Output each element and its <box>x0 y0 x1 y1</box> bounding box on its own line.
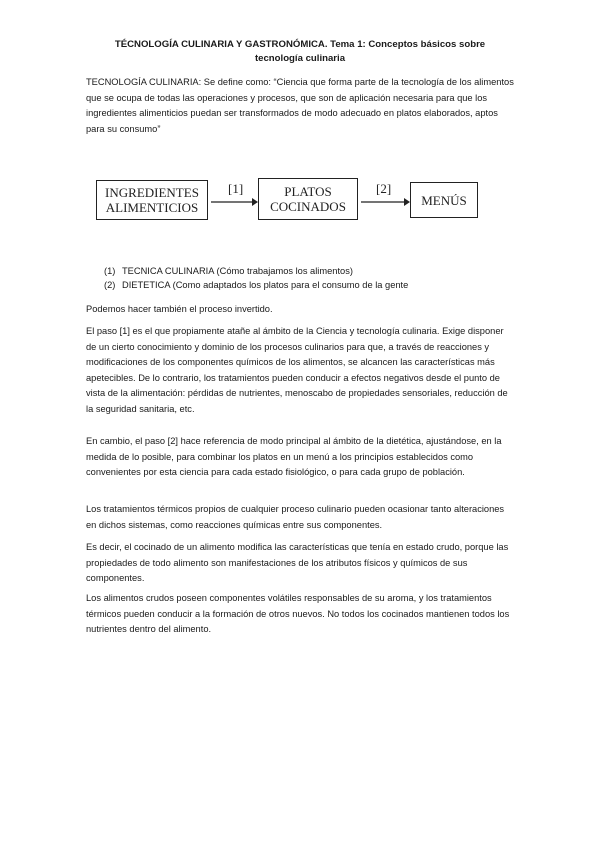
step-label-1: [1] <box>228 181 244 196</box>
intro-paragraph: TECNOLOGÍA CULINARIA: Se define como: “Ciencia que forma parte de la tecnología de los alimentos que se ocupa de todas las operaciones y procesos, que son de aplicación necesaria para que los ingredientes alimenticios puedan ser transformados de modo adecuado en platos elaborados, aptos para su consumo” <box>86 77 514 134</box>
paragraph-raw: Los alimentos crudos poseen componentes volátiles responsables de su aroma, y los tratamientos térmicos pueden conducir a la formación de otros nuevos. No todos los cocinados mantienen todos los nutrientes dentro del alimento. <box>86 593 510 635</box>
arrow-right-icon <box>359 196 411 208</box>
paragraph-step2: En cambio, el paso [2] hace referencia de modo principal al ámbito de la dietética, ajustándose, en la medida de lo posible, para combinar los platos en un menú a los principios establecidos como convenientes por esta ciencia para cada estado fisiológico, o para cada grupo de población. <box>86 436 502 478</box>
arrow-right-icon <box>209 196 259 208</box>
list-item: (2) DIETETICA (Como adaptados los platos para el consumo de la gente <box>104 280 409 290</box>
box-platos-cocinados: PLATOS COCINADOS <box>258 178 358 220</box>
process-diagram <box>0 160 600 240</box>
paragraph-cooking: Es decir, el cocinado de un alimento modifica las características que tenía en estado crudo, porque las propiedades de todo alimento son manifestaciones de los atributos físicos y químicos de sus componentes. <box>86 542 509 584</box>
steps-list <box>104 264 524 292</box>
document-title: TÉCNOLOGÍA CULINARIA Y GASTRONÓMICA. Tema 1: Conceptos básicos sobre tecnología culinaria <box>114 39 486 64</box>
paragraph-step1: El paso [1] es el que propiamente atañe al ámbito de la Ciencia y tecnología culinaria. Exige disponer de un cierto conocimiento y dominio de los procesos culinarios para que, a través de reacciones y modificaciones de los componentes químicos de los alimentos, se alcancen las características más apetecibles. De lo contrario, los tratamientos pueden conducir a efectos negativos desde el punto de vista de la alimentación: pérdidas de nutrientes, menoscabo de propiedades sensoriales, reducción de la seguridad sanitaria, etc. <box>86 326 508 414</box>
box-menus: MENÚS <box>410 182 478 218</box>
paragraph-thermal: Los tratamientos térmicos propios de cualquier proceso culinario pueden ocasionar tanto alteraciones en dichos sistemas, como reacciones químicas entre sus componentes. <box>86 504 505 530</box>
list-item: (1) TECNICA CULINARIA (Cómo trabajamos los alimentos) <box>104 266 353 276</box>
step-label-2: [2] <box>376 181 392 196</box>
box-ingredientes: INGREDIENTES ALIMENTICIOS <box>96 180 208 220</box>
paragraph-inverted: Podemos hacer también el proceso invertido. <box>86 304 273 314</box>
